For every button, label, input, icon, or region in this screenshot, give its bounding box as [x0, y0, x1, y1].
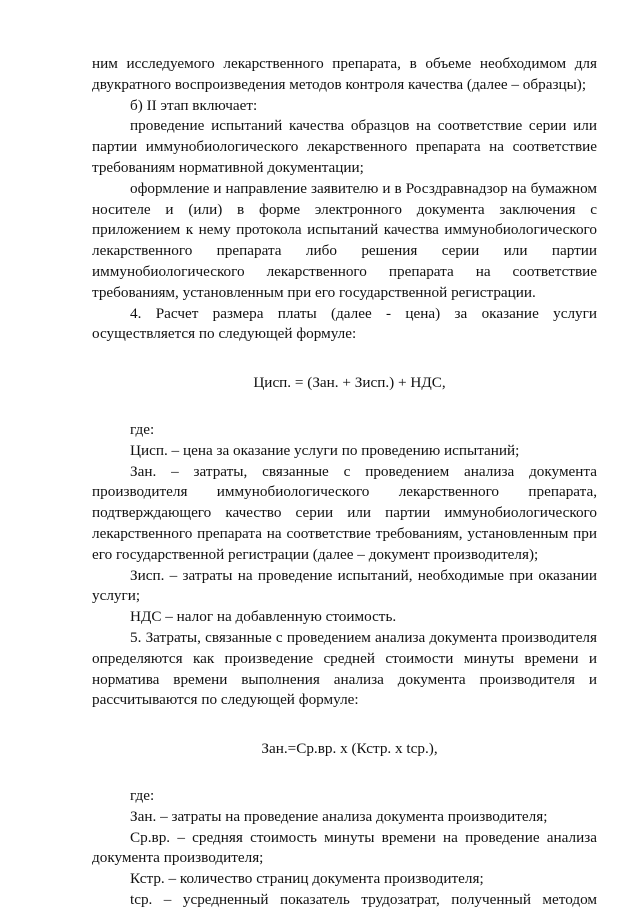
- paragraph-def-nds: НДС – налог на добавленную стоимость.: [130, 608, 397, 626]
- paragraph-def-zan: Зан. – затраты, связанные с проведением анализа документа производителя иммунобиологического лекарственного препарата, подтверждающего качество серии или партии иммунобиологического лекарственного препарата на соответствие требованиям, установленным при его государственной регистрации (далее – документ производителя);: [92, 462, 597, 563]
- paragraph-def-srvr: Ср.вр. – средняя стоимость минуты времени на проведение анализа документа производителя;: [92, 828, 597, 867]
- paragraph-def-zisp: Зисп. – затраты на проведение испытаний, необходимые при оказании услуги;: [92, 566, 597, 605]
- paragraph-stage-2-heading: б) II этап включает:: [130, 96, 258, 114]
- formula-price: Цисп. = (Зан. + Зисп.) + НДС,: [253, 374, 446, 392]
- paragraph-where-1: где:: [130, 420, 155, 438]
- spacer: [92, 760, 597, 786]
- spacer: [92, 394, 597, 420]
- paragraph-where-2: где:: [130, 786, 155, 804]
- paragraph-continuation: ним исследуемого лекарственного препарата, в объеме необходимом для двукратного воспроизведения методов контроля качества (далее – образцы);: [92, 55, 597, 93]
- paragraph-conclusion-delivery: оформление и направление заявителю и в Росздравнадзор на бумажном носителе и (или) в форме электронного документа заключения с приложением к нему протокола испытаний качества иммунобиологического лекарственного препарата либо решения серии или партии иммунобиологического лекарственного препарата на соответствие требованиям, установленным при его государственной регистрации.: [92, 179, 597, 301]
- formula-analysis-cost: Зан.=Ср.вр. х (Кстр. х tср.),: [261, 740, 438, 758]
- paragraph-def-tsisp: Цисп. – цена за оказание услуги по проведению испытаний;: [130, 441, 520, 459]
- paragraph-def-tsr: tср. – усредненный показатель трудозатрат, полученный методом: [130, 890, 597, 908]
- paragraph-price-calculation: 4. Расчет размера платы (далее - цена) за оказание услуги осуществляется по следующей формуле:: [92, 304, 597, 343]
- paragraph-quality-testing: проведение испытаний качества образцов на соответствие серии или партии иммунобиологического лекарственного препарата на соответствие требованиям нормативной документации;: [92, 117, 597, 176]
- document-page: [92, 54, 597, 911]
- paragraph-costs-analysis: 5. Затраты, связанные с проведением анализа документа производителя определяются как произведение средней стоимости минуты времени и норматива времени выполнения анализа документа производителя и рассчитываются по следующей формуле:: [92, 628, 597, 709]
- paragraph-def-kstr: Кстр. – количество страниц документа производителя;: [130, 870, 484, 888]
- paragraph-def-zan-2: Зан. – затраты на проведение анализа документа производителя;: [130, 807, 548, 825]
